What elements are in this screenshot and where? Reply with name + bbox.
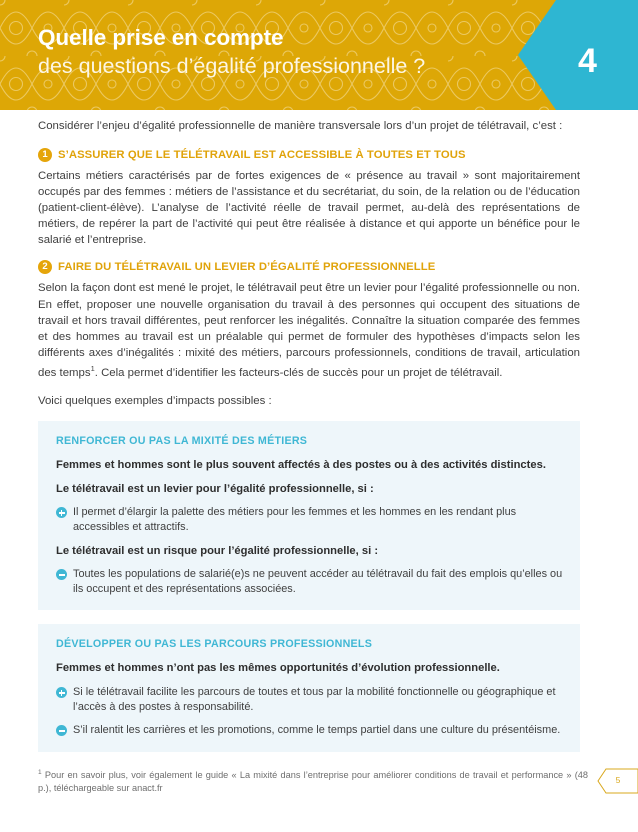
chapter-number: 4 <box>578 42 597 80</box>
callout-box-1-group-2-subtitle: Le télétravail est un risque pour l’égalité professionnelle, si : <box>56 545 379 558</box>
section-2-body <box>38 280 580 380</box>
callout-box-parcours <box>38 624 580 752</box>
footnote-marker: 1 <box>38 769 42 776</box>
plus-circle-icon <box>56 507 67 518</box>
examples-lead-in: Voici quelques exemples d’impacts possibles : <box>38 394 272 407</box>
plus-circle-icon <box>56 687 67 698</box>
callout-box-2-title: DÉVELOPPER OU PAS LES PARCOURS PROFESSIONNELS <box>56 638 373 651</box>
minus-circle-icon <box>56 569 67 580</box>
callout-box-mixite <box>38 421 580 610</box>
section-1-heading <box>38 148 580 162</box>
section-1-title: S’ASSURER QUE LE TÉLÉTRAVAIL EST ACCESSIBLE À TOUTES ET TOUS <box>58 149 466 161</box>
section-2-body-part2: . Cela permet d’identifier les facteurs-clés de succès pour un projet de télétravail. <box>94 366 503 379</box>
footnote <box>38 766 588 795</box>
page-title-line1: Quelle prise en compte <box>38 25 284 50</box>
callout-box-1-lead: Femmes et hommes sont le plus souvent affectés à des postes ou à des activités distinctes. <box>56 458 546 471</box>
list-item <box>56 723 564 738</box>
footnote-text: Pour en savoir plus, voir également le guide « La mixité dans l’entreprise pour améliorer conditions de travail et performance » (48 p.), téléchargeable sur anact.fr <box>38 770 588 794</box>
callout-box-1-title: RENFORCER OU PAS LA MIXITÉ DES MÉTIERS <box>56 434 308 447</box>
callout-box-2-lead: Femmes et hommes n’ont pas les mêmes opportunités d’évolution professionnelle. <box>56 662 500 675</box>
section-2-heading <box>38 260 580 274</box>
section-2-title: FAIRE DU TÉLÉTRAVAIL UN LEVIER D’ÉGALITÉ PROFESSIONNELLE <box>58 261 436 274</box>
page-header <box>0 0 638 110</box>
list-item <box>56 567 564 596</box>
list-item <box>56 505 564 534</box>
minus-circle-icon <box>56 725 67 736</box>
section-number-badge-1: 1 <box>38 148 52 162</box>
section-number-badge-2: 2 <box>38 260 52 274</box>
list-item-text: Il permet d’élargir la palette des métiers pour les femmes et les hommes en les rendant plus accessibles et attractifs. <box>73 505 517 533</box>
callout-box-1-group-1-subtitle: Le télétravail est un levier pour l’égalité professionnelle, si : <box>56 482 374 495</box>
page-content <box>38 118 580 766</box>
page-title-line2: des questions d’égalité professionnelle ? <box>38 54 426 78</box>
intro-paragraph: Considérer l’enjeu d’égalité professionnelle de manière transversale lors d’un projet de télétravail, c’est : <box>38 120 563 132</box>
page-title <box>38 24 508 81</box>
list-item <box>56 685 564 714</box>
section-2-body-part1: Selon la façon dont est mené le projet, le télétravail peut être un levier pour l’égalité professionnelle ou non. En effet, proposer une nouvelle organisation du travail à des personnes qui occupent des situations de travail et hors travail différentes, peut renforcer les inégalités. Connaître la situation comparée des femmes et des hommes au travail est un préalable qui permet de formuler des hypothèses d’impacts selon les différents axes d’inégalités : mixité des métiers, parcours professionnels, conditions de travail, articulation des temps <box>38 282 580 379</box>
list-item-text: Toutes les populations de salarié(e)s ne peuvent accéder au télétravail du fait des emplois qu’elles ou ils occupent et des représentations associées. <box>73 568 563 595</box>
section-1-body: Certains métiers caractérisés par de fortes exigences de « présence au travail » sont majoritairement occupés par des femmes : métiers de l’assistance et du secrétariat, du soin, de la relation ou de l’éducation (patient-client-élève). L’analyse de l’activité réelle de travail permet, au-delà des représentations de métiers, de repérer la part de l’activité qui peut être réalisée à distance et qui apporte un bénéfice pour le salarié et l’entreprise. <box>38 170 580 247</box>
list-item-text: Si le télétravail facilite les parcours de toutes et tous par la mobilité fonctionnelle ou géographique et l’accès à des postes à responsabilité. <box>73 686 556 713</box>
page-number: 5 <box>615 775 621 785</box>
footnote-marker-inline: 1 <box>90 363 95 373</box>
list-item-text: S’il ralentit les carrières et les promotions, comme le temps partiel dans une culture du présentéisme. <box>73 724 561 737</box>
